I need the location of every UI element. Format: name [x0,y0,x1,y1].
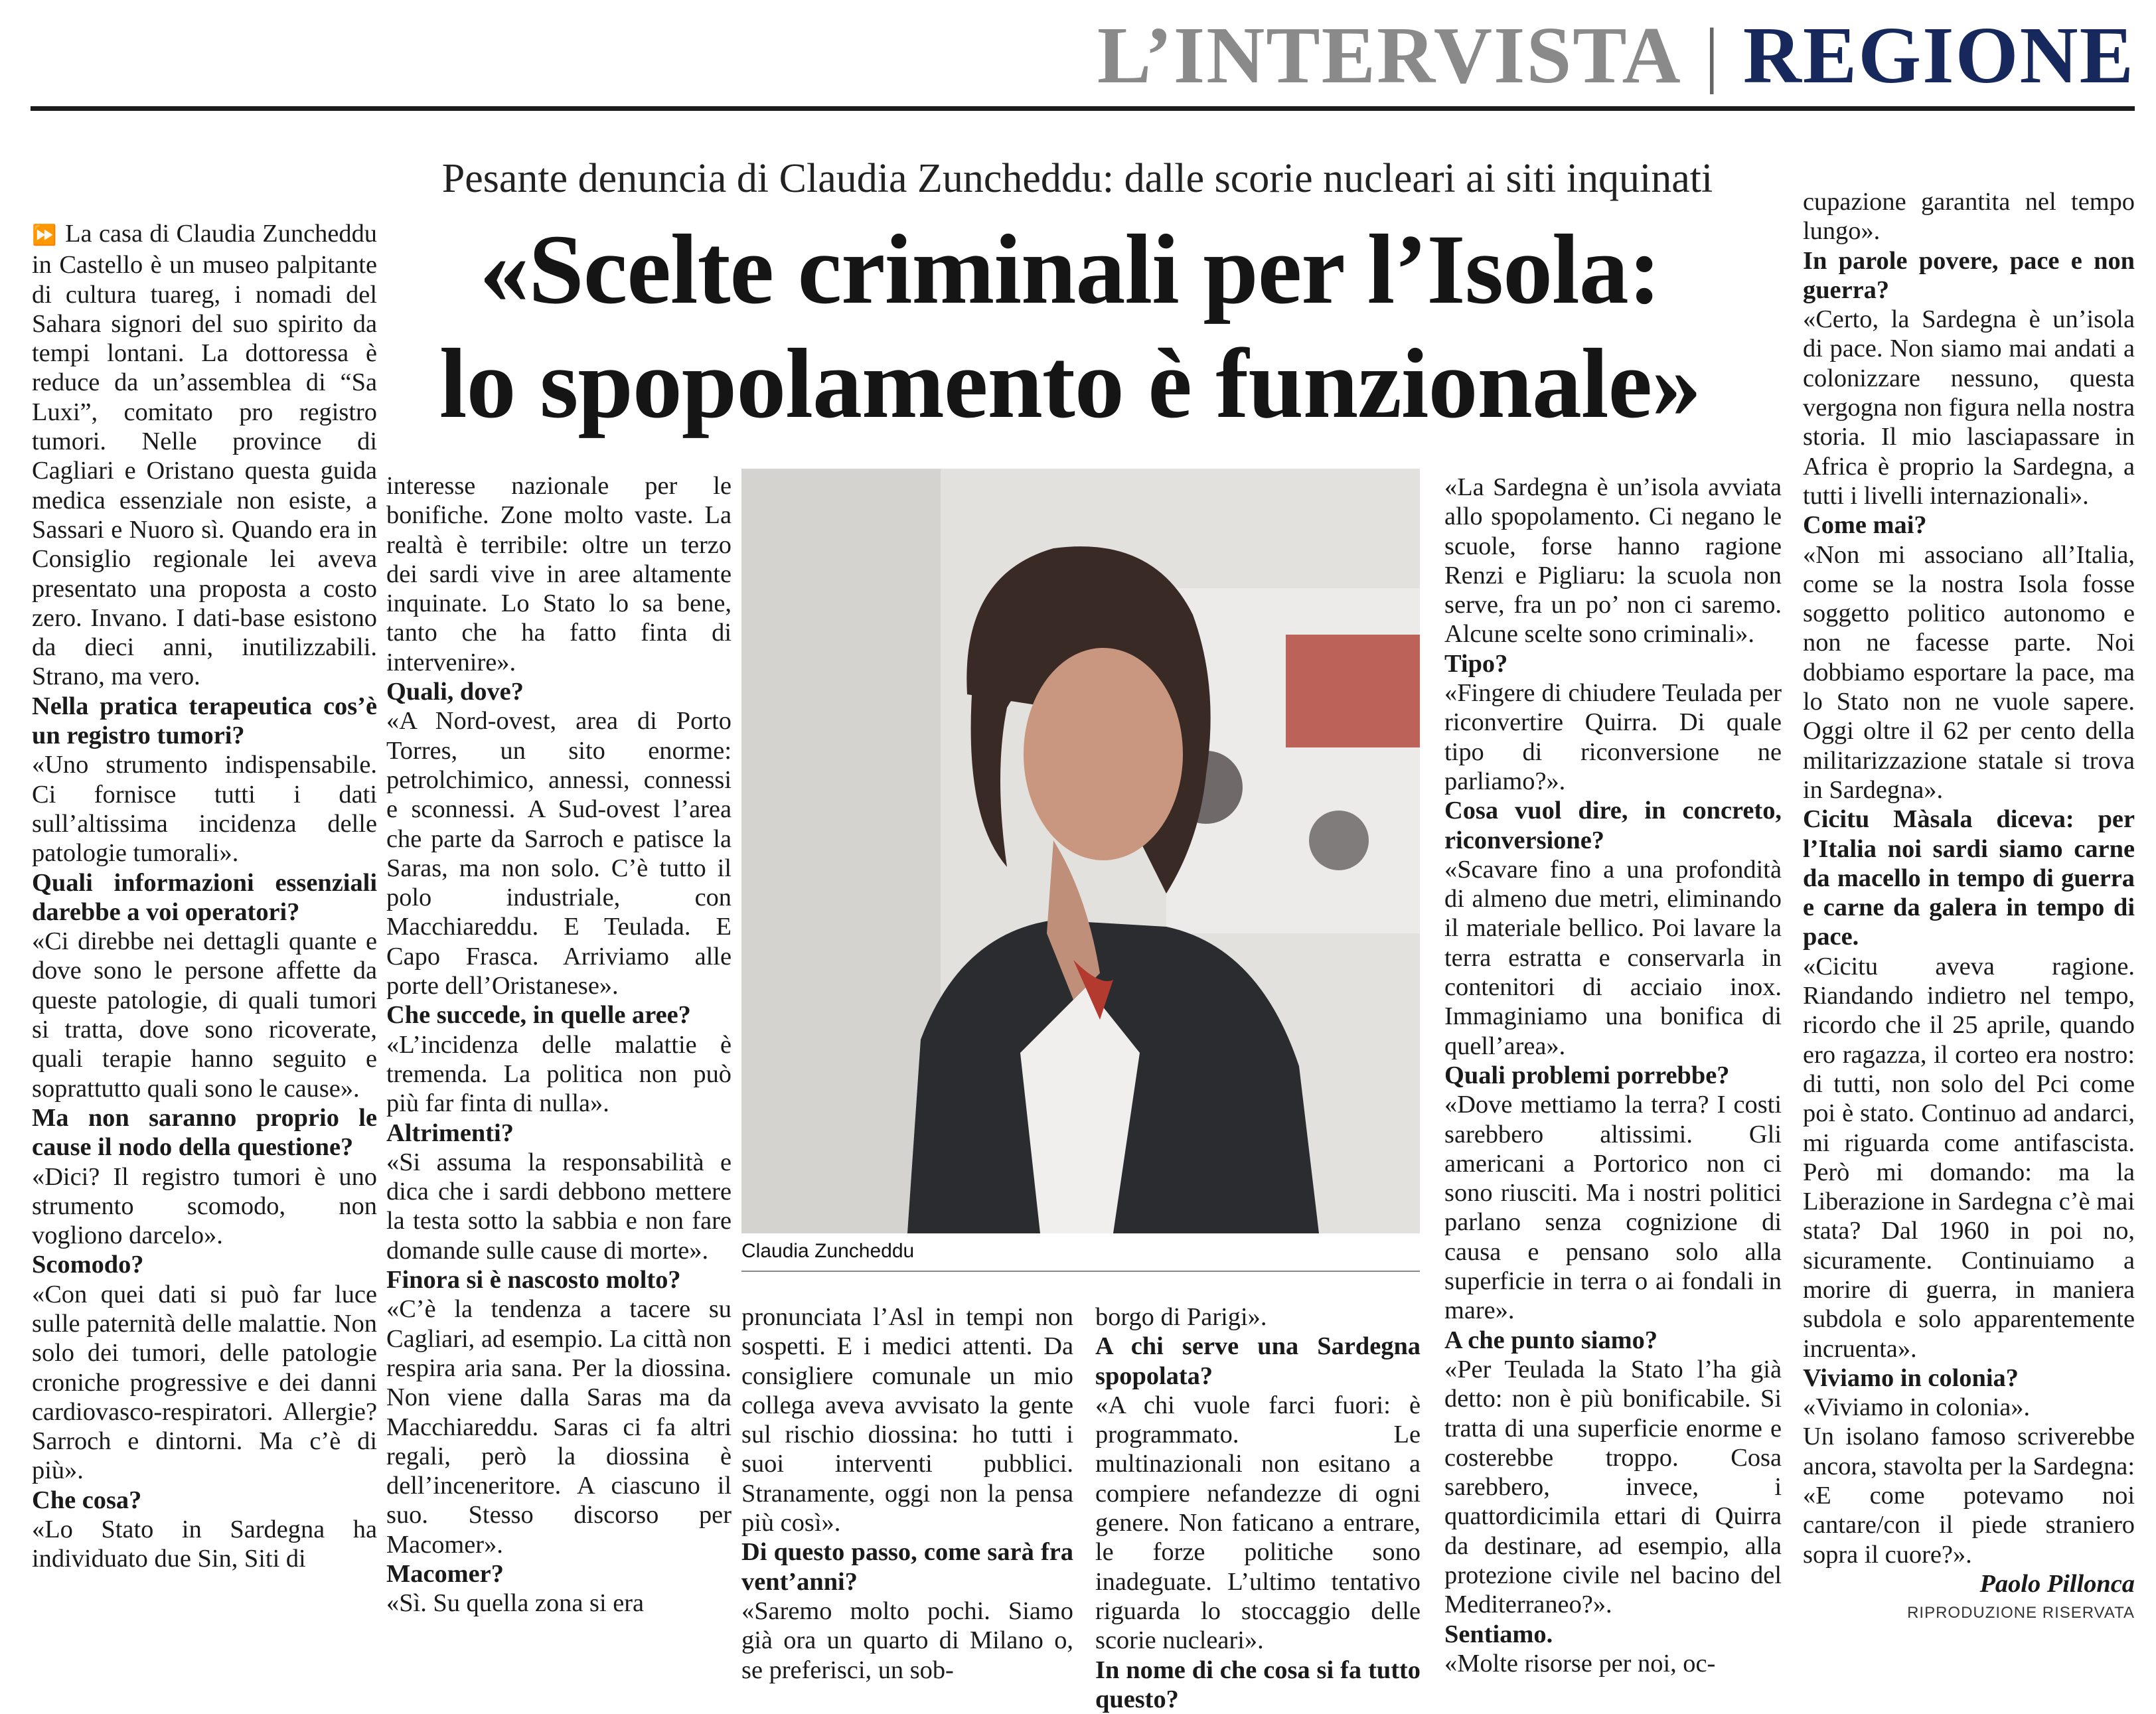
interview-question: In nome di che cosa si fa tutto questo? [1095,1656,1421,1713]
interview-question: Come mai? [1803,511,1927,540]
interview-question: Cicitu Màsala diceva: per l’Italia noi sardi siamo carne da macello in tempo di guerra e carne da galera in tempo di pace. [1803,805,2135,951]
section-title [1097,9,2135,102]
interview-question: Quali, dove? [386,678,524,706]
lead-text: La casa di Claudia Zuncheddu in Castello è un museo palpitante di cultura tuareg, i nomadi del Sahara signori del suo spirito da tempi lontani. La dottoressa è reduce da un’assemblea di “Sa Luxi”, comitato pro registro tumori. Nelle province di Cagliari e Oristano questa guida medica essenziale non esiste, a Sassari e Nuoro sì. Quando era in Consiglio regionale lei aveva presentato una proposta a costo zero. Invano. I dati-base esistono da dieci anni, inutilizzabili. Strano, ma vero. [32,220,377,691]
column-2 [386,471,732,1618]
interview-question: Nella pratica terapeutica cos’è un registro tumori? [32,692,377,750]
region-label: REGIONE [1742,11,2135,100]
interview-answer: «C’è la tendenza a tacere su Cagliari, ad esempio. La città non respira aria sana. Per la diossina. Non viene dalla Saras ma da Macchiareddu. Saras ci fa altri regali, però la diossina è dell’inceneritore. A ciascuno il suo. Stesso discorso per Macomer». [386,1295,732,1559]
interview-question: Che cosa? [32,1486,142,1514]
interview-photo [741,469,1420,1233]
interview-answer: cupazione garantita nel tempo lungo». [1803,188,2135,246]
interview-answer: interesse nazionale per le bonifiche. Zone molto vaste. La realtà è terribile: oltre un terzo dei sardi vive in aree altamente inquinate. Lo Stato lo sa bene, tanto che ha fatto finta di intervenire». [386,472,732,676]
interview-answer: «Con quei dati si può far luce sulle paternità delle malattie. Non solo dei tumori, delle patologie croniche progressive e dei danni cardiovasco-respiratori. Allergie? Sarroch e dintorni. Ma c’è di più». [32,1280,377,1485]
interview-question: Viviamo in colonia? [1803,1363,2019,1392]
interview-question: Cosa vuol dire, in concreto, riconversione? [1444,797,1782,854]
interview-question: Che succede, in quelle aree? [386,1001,691,1030]
headline-line-2: lo spopolamento è funzionale» [439,329,1701,439]
interview-question: Macomer? [386,1559,504,1588]
interview-answer: «Certo, la Sardegna è un’isola di pace. Non siamo mai andati a colonizzare nessuno, questa vergogna non figura nella nostra storia. Il mio lasciapassare in Africa è proprio la Sardegna, a tutti i livelli internazionali». [1803,305,2135,510]
section-header [31,0,2135,111]
interview-question: A che punto siamo? [1444,1326,1658,1354]
interview-answer: «A Nord-ovest, area di Porto Torres, un sito enorme: petrolchimico, annessi, connessi e sconnessi. A Sud-ovest l’area che parte da Sarroch e patisce la Saras, ma non solo. C’è tutto il polo industriale, con Macchiareddu. E Teulada. E Capo Frasca. Arriviamo alle porte dell’Oristanese». [386,707,732,1000]
interview-answer: «Cicitu aveva ragione. Riandando indietro nel tempo, ricordo che il 25 aprile, quando ero ragazza, il corteo era nostro: di tutti, non solo del Pci come poi è stato. Continuo ad andarci, mi riguarda come antifascista. Però mi domando: ma la Liberazione in Sardegna c’è mai stata? Dal 1960 in poi no, sicuramente. Continuiamo a morire di guerra, in maniera subdola e solo apparentemente incruenta». [1803,952,2135,1363]
lead-paragraph [32,219,377,692]
interview-answer: «Dove mettiamo la terra? I costi sarebbero altissimi. Gli americani a Portorico non ci sono riusciti. Ma i nostri politici parlano senza cognizione di causa e pensano solo alla superficie in terra o ai fondali in mare». [1444,1091,1782,1325]
portrait-illustration [741,469,1420,1233]
interview-answer: Un isolano famoso scriverebbe ancora, stavolta per la Sardegna: «E come potevamo noi cantare/con il piede straniero sopra il cuore?». [1803,1423,2135,1569]
column-6 [1803,187,2135,1628]
interview-answer: «Non mi associano all’Italia, come se la nostra Isola fosse soggetto politico autonomo e non ne facesse parte. Noi dobbiamo esportare la pace, ma lo Stato non ne vuole sapere. Oggi oltre il 62 per cento della militarizzazione statale si trova in Sardegna». [1803,540,2135,804]
interview-question: Sentiamo. [1444,1620,1553,1648]
interview-answer: «A chi vuole farci fuori: è programmato. Le multinazionali non esitano a compiere nefandezze di ogni genere. Non faticano a entrare, le forze politiche sono inadeguate. L’ultimo tentativo riguarda lo stoccaggio delle scorie nucleari». [1095,1391,1421,1655]
interview-answer: «Viviamo in colonia». [1803,1393,2031,1422]
interview-question: A chi serve una Sardegna spopolata? [1095,1332,1421,1390]
interview-question: In parole povere, pace e non guerra? [1803,246,2135,304]
column-5 [1444,473,1782,1678]
interview-answer: «Saremo molto pochi. Siamo già ora un quarto di Milano o, se preferisci, un sob- [741,1597,1073,1684]
interview-question: Altrimenti? [386,1119,514,1147]
interview-answer: «Si assuma la responsabilità e dica che i sardi debbono mettere la testa sotto la sabbia e non fare domande sulle cause di morte». [386,1148,732,1265]
interview-question: Scomodo? [32,1251,144,1279]
lead-arrow-icon: ⏩ [32,224,58,246]
interview-question: Tipo? [1444,649,1508,678]
interview-question: Finora si è nascosto molto? [386,1266,681,1294]
interview-answer: «L’incidenza delle malattie è tremenda. La politica non può più far finta di nulla». [386,1030,732,1118]
interview-answer: «Ci direbbe nei dettagli quante e dove sono le persone affette da queste patologie, di quali tumori si tratta, dove sono ricoverate, quali terapie hanno seguito e soprattutto quali sono le cause». [32,927,377,1103]
interview-question: Quali informazioni essenziali darebbe a voi operatori? [32,868,377,926]
interview-answer: pronunciata l’Asl in tempi non sospetti. E i medici attenti. Da consigliere comunale un mio collega aveva avvisato la gente sul rischio diossina: ho tutti i suoi interventi pubblici. Stranamente, oggi non la pensa più così». [741,1303,1073,1537]
interview-question: Quali problemi porrebbe? [1444,1061,1730,1089]
interview-answer: «Per Teulada la Stato l’ha già detto: non è più bonificabile. Si tratta di una superficie enorme e costerebbe troppo. Cosa sarebbero, invece, i quattordicimila ettari di Quirra da destinare, ad esempio, alla protezione civile nel bacino del Mediterraneo?». [1444,1355,1782,1619]
interview-answer: borgo di Parigi». [1095,1303,1267,1331]
rights-notice: RIPRODUZIONE RISERVATA [1907,1604,2135,1622]
interview-answer: «Dici? Il registro tumori è uno strumento scomodo, non vogliono darcelo». [32,1162,377,1250]
column-3 [741,1302,1073,1685]
interview-answer: «Scavare fino a una profondità di almeno due metri, eliminando il materiale bellico. Poi lavare la terra estratta e conservarla in contenitori di acciaio inox. Immaginiamo una bonifica di quell’area». [1444,855,1782,1060]
interview-answer: «Fingere di chiudere Teulada per riconvertire Quirra. Di quale tipo di riconversione ne parliamo?». [1444,679,1782,795]
section-separator: | [1704,13,1721,94]
interview-answer: «La Sardegna è un’isola avviata allo spopolamento. Ci negano le scuole, forse hanno ragione Renzi e Pigliaru: la scuola non serve, fra un po’ non ci saremo. Alcune scelte sono criminali». [1444,473,1782,649]
interview-answer: «Uno strumento indispensabile. Ci fornisce tutti i dati sull’altissima incidenza delle patologie tumorali». [32,751,377,868]
photo-caption: Claudia Zuncheddu [741,1240,1420,1272]
column-4 [1095,1302,1421,1714]
kicker: Pesante denuncia di Claudia Zuncheddu: dalle scorie nucleari ai siti inquinati [441,156,1713,201]
interview-answer: «Lo Stato in Sardegna ha individuato due Sin, Siti di [32,1516,377,1573]
column-1 [32,219,377,1574]
interview-answer: «Molte risorse per noi, oc- [1444,1649,1716,1677]
interview-answer: «Sì. Su quella zona si era [386,1589,645,1618]
headline [380,212,1760,441]
byline: Paolo Pillonca [1979,1569,2135,1598]
headline-line-1: «Scelte criminali per l’Isola: [479,214,1661,325]
interview-question: Ma non saranno proprio le cause il nodo della questione? [32,1103,377,1162]
interview-question: Di questo passo, come sarà fra vent’anni? [741,1538,1073,1596]
section-label: L’INTERVISTA [1097,11,1682,100]
